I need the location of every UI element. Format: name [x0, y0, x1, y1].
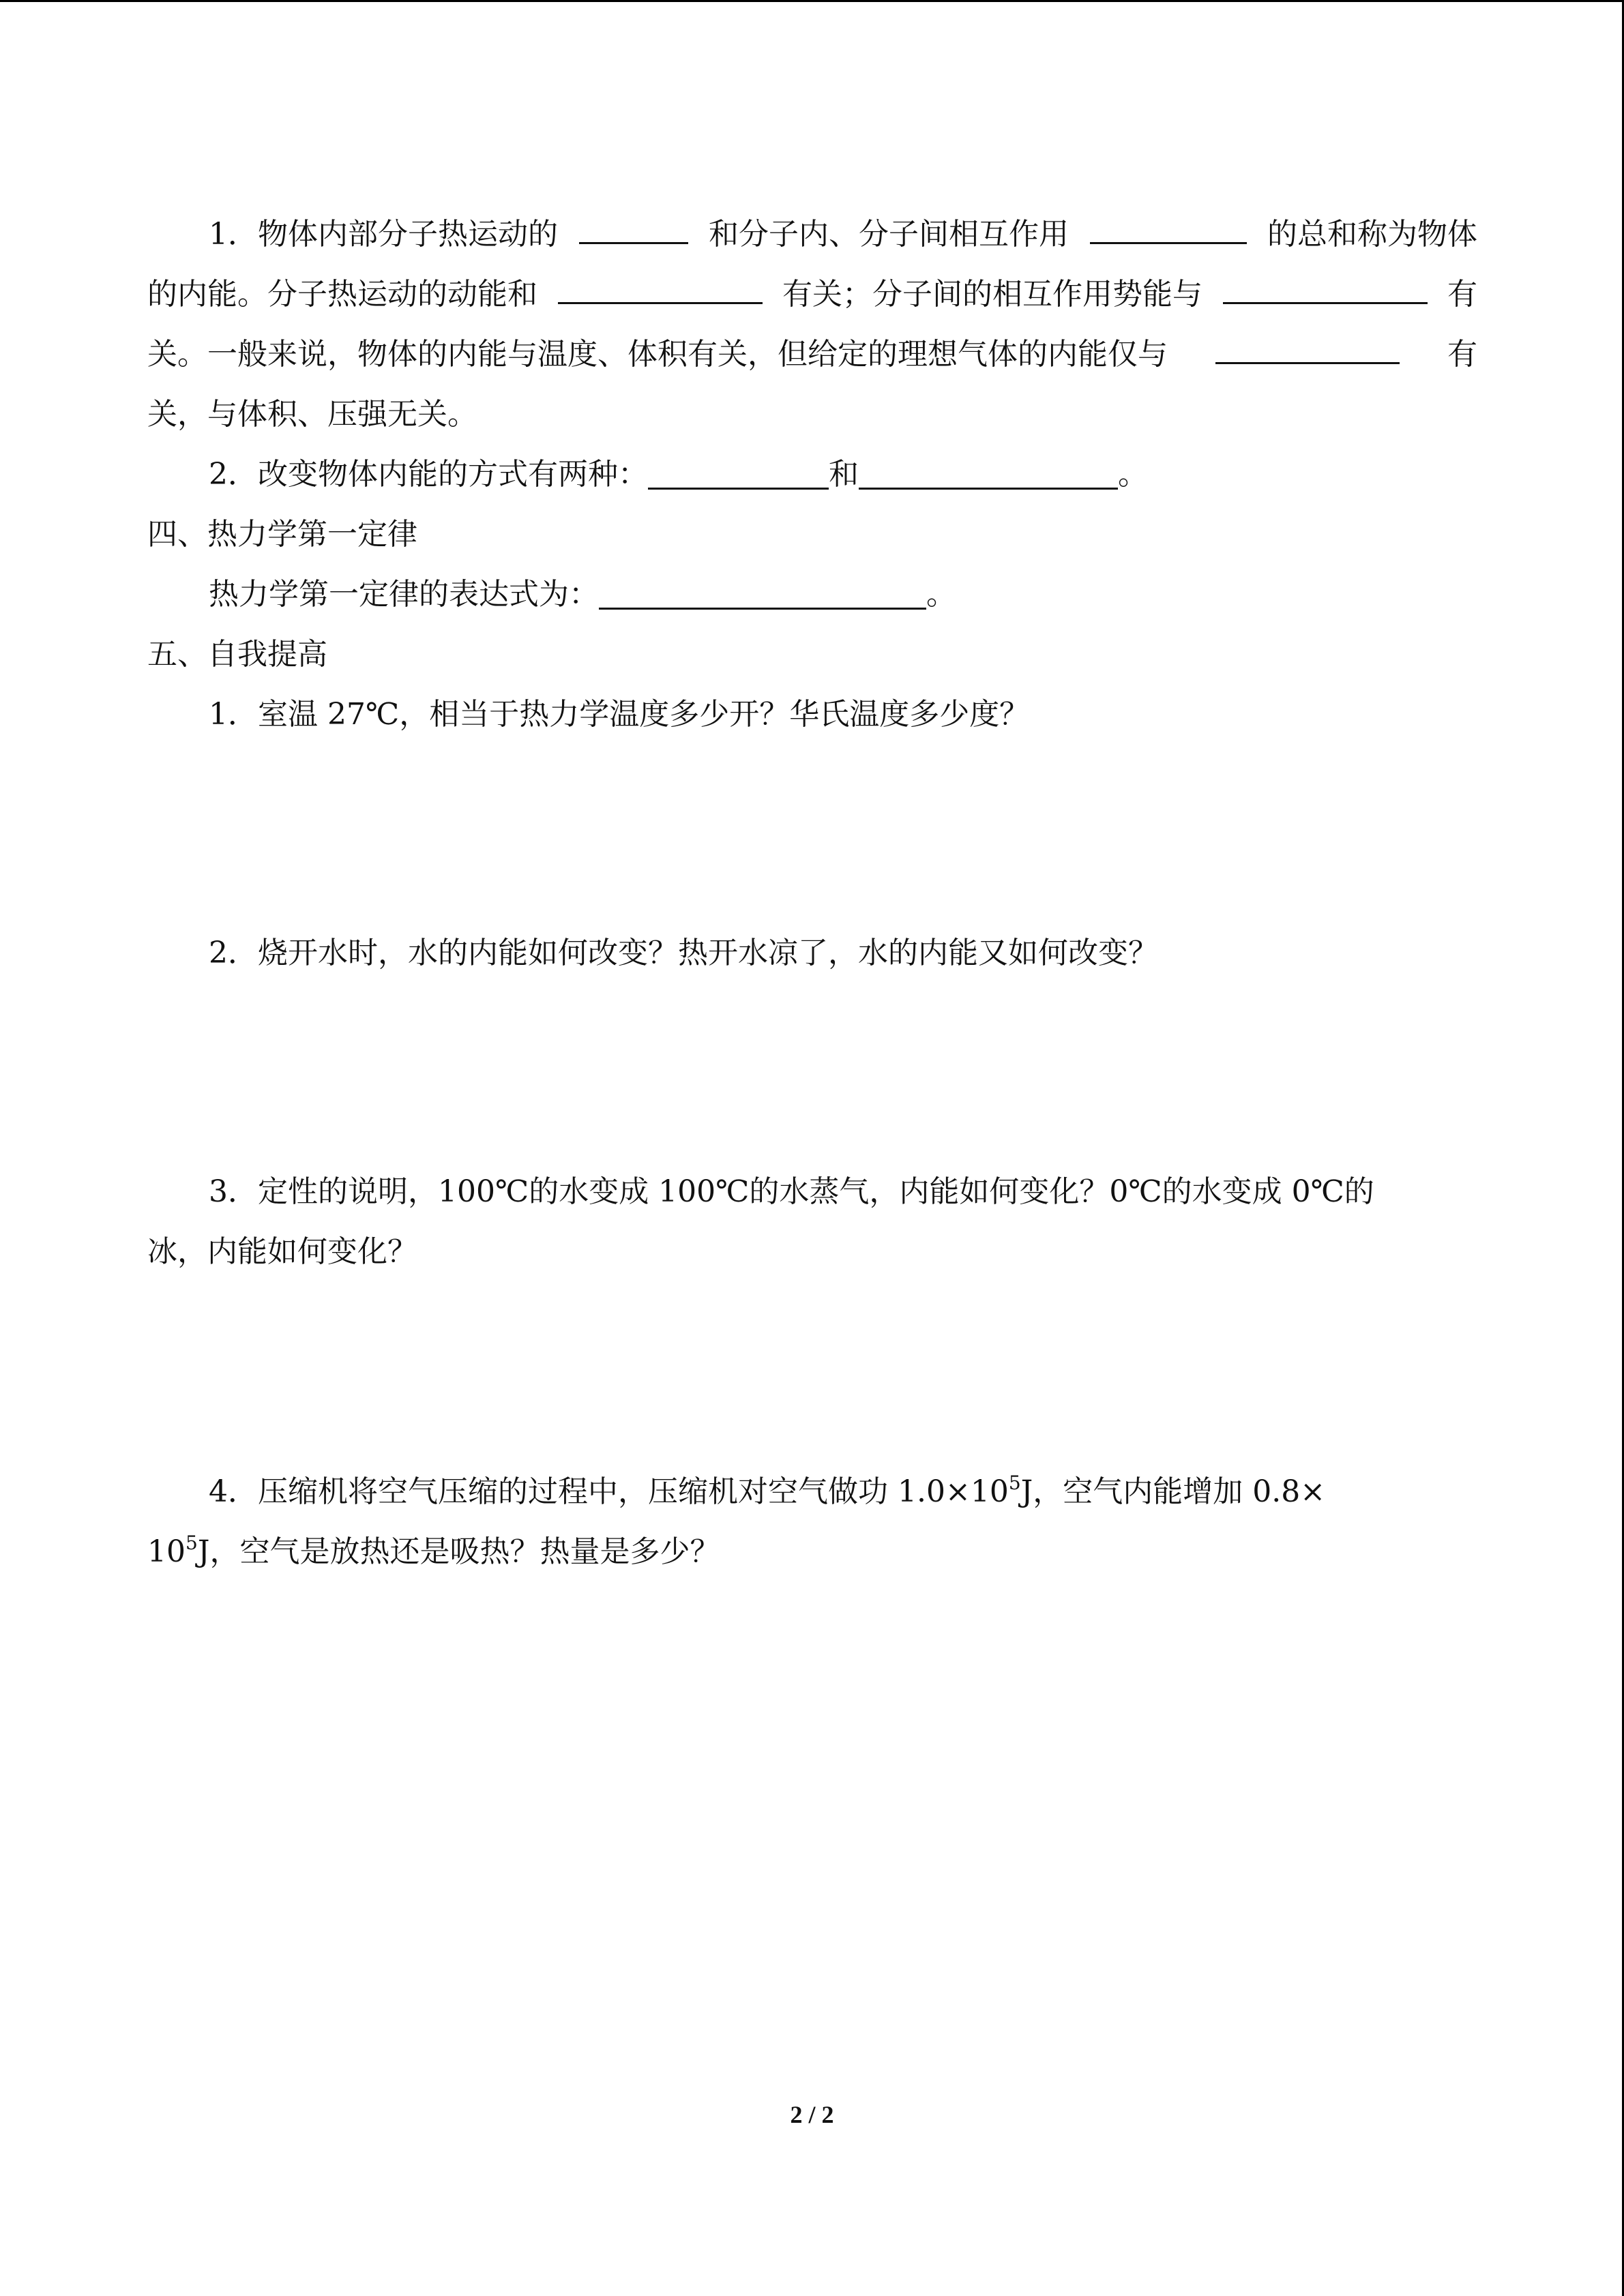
s3-q1-line2 — [147, 265, 1477, 325]
answer-blank[interactable] — [579, 209, 688, 244]
s3-q1-text-1a: 1．物体内部分子热运动的 — [209, 217, 558, 252]
s5-question-3-line1: 3．定性的说明，100℃的水变成 100℃的水蒸气，内能如何变化？0℃的水变成 0℃的 — [209, 1174, 1374, 1209]
answer-space[interactable] — [147, 745, 1477, 923]
s3-q1-line1 — [147, 205, 1477, 265]
answer-space[interactable] — [147, 1282, 1477, 1462]
answer-blank[interactable] — [1223, 269, 1428, 304]
s5-q4-text-2b: J，空气是放热还是吸热？热量是多少？ — [197, 1534, 720, 1569]
s3-q2-text-b: 和 — [829, 457, 859, 492]
first-law-text-b: 。 — [926, 577, 956, 612]
s5-question-4-line1 — [147, 1462, 1477, 1522]
answer-blank[interactable] — [599, 575, 926, 610]
answer-blank[interactable] — [1090, 209, 1247, 244]
answer-blank[interactable] — [859, 455, 1118, 490]
page-number: 2 / 2 — [790, 2101, 834, 2128]
section-heading-first-law: 四、热力学第一定律 — [147, 517, 417, 552]
s3-q1-line4: 关，与体积、压强无关。 — [147, 397, 477, 432]
s3-q1-text-2b: 有关；分子间的相互作用势能与 — [782, 277, 1202, 312]
s5-q4-exponent-1: 5 — [1008, 1472, 1021, 1494]
answer-blank[interactable] — [648, 455, 829, 490]
s5-q4-text-2a: 10 — [147, 1534, 186, 1569]
s5-question-3-line2: 冰，内能如何变化？ — [147, 1234, 417, 1269]
s5-q4-exponent-2: 5 — [186, 1532, 198, 1554]
s3-q1-line3 — [147, 325, 1477, 385]
s3-q1-text-3a: 关。一般来说，物体的内能与温度、体积有关，但给定的理想气体的内能仅与 — [147, 337, 1168, 372]
s5-q4-text-1a: 4．压缩机将空气压缩的过程中，压缩机对空气做功 1.0×10 — [209, 1474, 1009, 1509]
s3-q1-text-2a: 的内能。分子热运动的动能和 — [147, 277, 537, 312]
answer-blank[interactable] — [558, 269, 763, 304]
s3-q2-text-c: 。 — [1118, 457, 1148, 492]
answer-space[interactable] — [147, 983, 1477, 1162]
s3-q2-line — [147, 445, 1477, 505]
s5-question-4-line2 — [147, 1522, 1477, 1582]
document-body — [147, 205, 1477, 1582]
s3-q1-text-3b: 有 — [1447, 337, 1477, 372]
s5-q4-text-1b: J，空气内能增加 0.8× — [1020, 1474, 1326, 1509]
answer-blank[interactable] — [1215, 329, 1400, 364]
s3-q1-text-2c: 有 — [1447, 277, 1477, 312]
s3-q1-text-1b: 和分子内、分子间相互作用 — [709, 217, 1069, 252]
s3-q2-text-a: 2．改变物体内能的方式有两种： — [209, 457, 648, 492]
first-law-line — [147, 565, 1477, 625]
section-heading-self-improvement: 五、自我提高 — [147, 637, 327, 672]
s3-q1-text-1c: 的总和称为物体 — [1267, 217, 1477, 252]
first-law-text-a: 热力学第一定律的表达式为： — [209, 577, 599, 612]
s5-question-2: 2．烧开水时，水的内能如何改变？热开水凉了，水的内能又如何改变？ — [209, 936, 1158, 970]
s5-question-1: 1．室温 27℃，相当于热力学温度多少开？华氏温度多少度？ — [209, 697, 1030, 732]
